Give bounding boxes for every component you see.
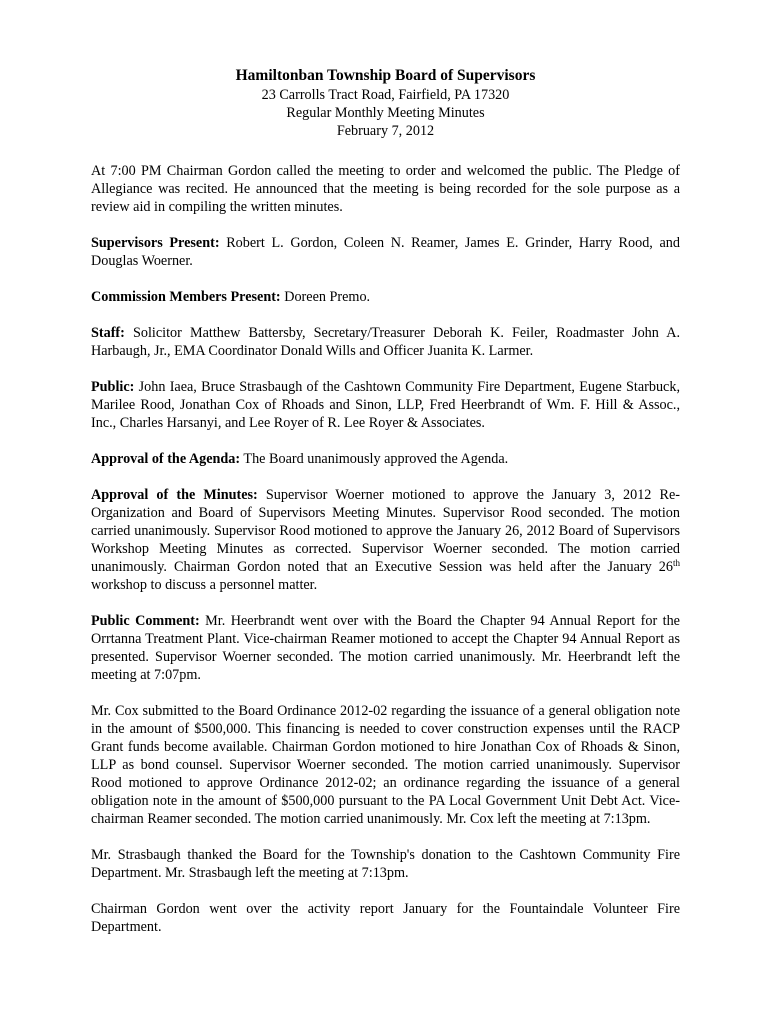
meeting-type: Regular Monthly Meeting Minutes: [286, 105, 485, 121]
cox-ordinance-paragraph: Mr. Cox submitted to the Board Ordinance 2012-02 regarding the issuance of a general obligation note in the amount of $500,000. This financing is needed to cover construction expenses until the RACP Grant funds become available. Chairman Gordon motioned to hire Jonathan Cox of Rhoads & Sinon, LLP as bond counsel. Supervisor Woerner seconded. The motion carried unanimously. Supervisor Rood motioned to approve Ordinance 2012-02; an ordinance regarding the issuance of a general obligation note in the amount of $500,000 pursuant to the PA Local Government Unit Debt Act. Vice-chairman Reamer seconded. The motion carried unanimously. Mr. Cox left the meeting at 7:13pm.: [91, 703, 680, 827]
approval-minutes-text: Supervisor Woerner motioned to approve the January 3, 2012 Re-Organization and Board of Supervisors Meeting Minutes. Supervisor Rood seconded. The motion carried unanimously. Supervisor Rood motioned to approve the January 26, 2012 Board of Supervisors Workshop Meeting Minutes as corrected. Supervisor Woerner seconded. The motion carried unanimously. Chairman Gordon noted that an Executive Session was held after the January 26: [91, 487, 680, 575]
township-address: 23 Carrolls Tract Road, Fairfield, PA 17320: [261, 87, 510, 103]
document-page: [91, 66, 680, 936]
public-comment-text: Mr. Heerbrandt went over with the Board the Chapter 94 Annual Report for the Orrtanna Treatment Plant. Vice-chairman Reamer motioned to accept the Chapter 94 Annual Report as presented. Supervisor Woerner seconded. The motion carried unanimously. Mr. Heerbrandt left the meeting at 7:07pm.: [91, 613, 680, 683]
public-comment-label: Public Comment:: [91, 613, 200, 629]
supervisors-present-label: Supervisors Present:: [91, 235, 220, 251]
strasbaugh-paragraph: Mr. Strasbaugh thanked the Board for the Township's donation to the Cashtown Community Fire Department. Mr. Strasbaugh left the meeting at 7:13pm.: [91, 847, 680, 881]
public-text: John Iaea, Bruce Strasbaugh of the Cashtown Community Fire Department, Eugene Starbuck, Marilee Rood, Jonathan Cox of Rhoads and Sinon, LLP, Fred Heerbrandt of Wm. F. Hill & Assoc., Inc., Charles Harsanyi, and Lee Royer of R. Lee Royer & Associates.: [91, 379, 680, 431]
approval-minutes-label: Approval of the Minutes:: [91, 487, 258, 503]
commission-members-paragraph: [91, 288, 680, 306]
public-label: Public:: [91, 379, 135, 395]
intro-paragraph: At 7:00 PM Chairman Gordon called the meeting to order and welcomed the public. The Pledge of Allegiance was recited. He announced that the meeting is being recorded for the sole purpose as a review aid in compiling the written minutes.: [91, 163, 680, 215]
commission-members-text: Doreen Premo.: [280, 289, 371, 305]
supervisors-present-paragraph: [91, 234, 680, 270]
approval-minutes-text-end: workshop to discuss a personnel matter.: [91, 577, 318, 593]
staff-paragraph: [91, 324, 680, 360]
public-paragraph: [91, 378, 680, 432]
staff-text: Solicitor Matthew Battersby, Secretary/Treasurer Deborah K. Feiler, Roadmaster John A. Harbaugh, Jr., EMA Coordinator Donald Wills and Officer Juanita K. Larmer.: [91, 325, 680, 359]
activity-report-paragraph: Chairman Gordon went over the activity report January for the Fountaindale Volunteer Fire Department.: [91, 901, 680, 935]
staff-label: Staff:: [91, 325, 125, 341]
approval-minutes-paragraph: [91, 486, 680, 594]
document-title: Hamiltonban Township Board of Supervisors: [235, 67, 536, 84]
ordinal-suffix: th: [672, 558, 680, 568]
meeting-date: February 7, 2012: [336, 123, 435, 139]
public-comment-paragraph: [91, 612, 680, 684]
approval-agenda-label: Approval of the Agenda:: [91, 451, 241, 467]
commission-members-label: Commission Members Present:: [91, 289, 281, 305]
supervisors-present-text: Robert L. Gordon, Coleen N. Reamer, James E. Grinder, Harry Rood, and Douglas Woerner.: [91, 235, 680, 269]
approval-agenda-text: The Board unanimously approved the Agenda.: [240, 451, 509, 467]
approval-agenda-paragraph: [91, 450, 680, 468]
document-header: [91, 66, 680, 140]
